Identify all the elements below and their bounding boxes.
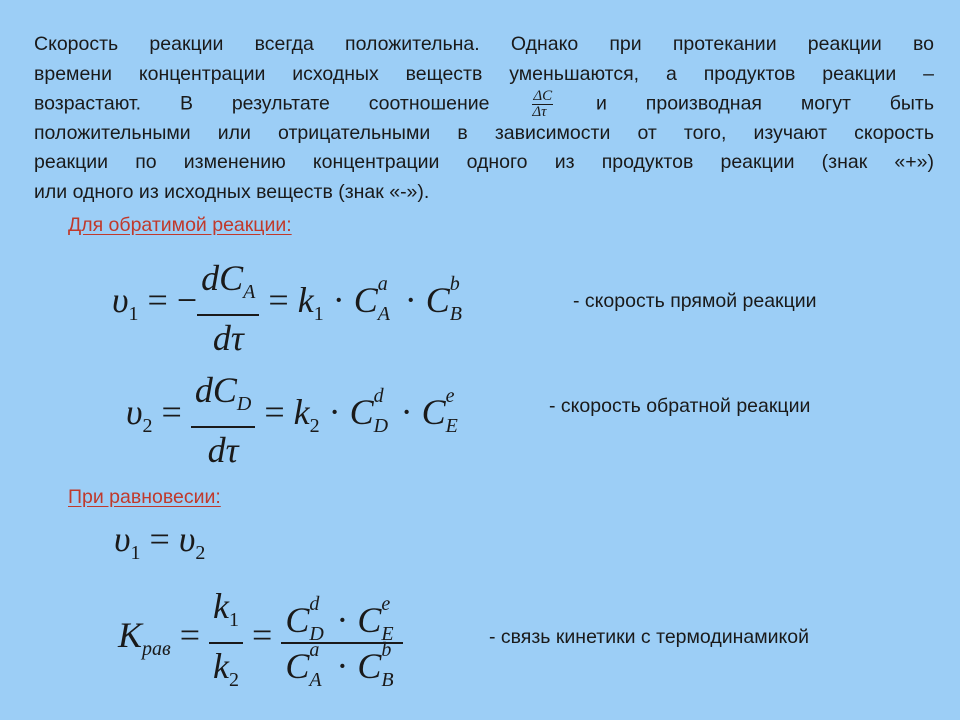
paragraph-line-3-start: возрастают. В результате соотношение [34, 92, 490, 115]
desc-forward-rate: - скорость прямой реакции [573, 290, 817, 312]
heading-equilibrium: При равновесии: [68, 486, 221, 508]
paragraph-line-6: или одного из исходных веществ (знак «-»). [34, 180, 430, 203]
paragraph-line-2: времени концентрации исходных веществ уменьшаются, а продуктов реакции – [34, 62, 934, 85]
delta-ratio-denominator: Δτ [532, 104, 547, 120]
paragraph-line-1: Скорость реакции всегда положительна. Однако при протекании реакции во [34, 33, 934, 55]
paragraph-line-3 [34, 89, 934, 119]
reverse-rate-fraction: $\frac{dC_D}{d\tau}$ [191, 368, 255, 472]
equation-equilibrium: $\upsilon_1 = \upsilon_2$ [114, 519, 206, 565]
forward-rate-fraction: $\frac{dC_A}{d\tau}$ [197, 256, 259, 360]
equation-equilibrium-constant: $K_{рав}$ = $\frac{k_1}{k_2}$ = C d D · C e E C a A · C b B [118, 584, 403, 702]
desc-kinetics-thermodynamics: - связь кинетики с термодинамикой [489, 626, 809, 648]
k-ratio-fraction: $\frac{k_1}{k_2}$ [209, 584, 243, 702]
equation-reverse-rate: $\upsilon_2$ = $\frac{dC_D}{d\tau}$ = $k_2 \cdot C$ d D · C e E [126, 370, 458, 471]
delta-ratio-fraction [532, 89, 553, 120]
paragraph-line-5: реакции по изменению концентрации одного из продуктов реакции (знак «+») [34, 151, 934, 173]
concentration-ratio-fraction: C d D · C e E C a A · C b B [281, 598, 403, 688]
equation-forward-rate: $\upsilon_1$ = − $\frac{dC_A}{d\tau}$ = $k_1 \cdot C$ a A · C b B [112, 258, 462, 359]
intro-paragraph [34, 30, 934, 207]
desc-reverse-rate: - скорость обратной реакции [549, 395, 811, 417]
paragraph-line-3-end: и производная могут быть [596, 92, 935, 115]
delta-ratio-numerator: ΔC [533, 88, 553, 104]
heading-reversible-reaction: Для обратимой реакции: [68, 214, 292, 236]
paragraph-line-4: положительными или отрицательными в зависимости от того, изучают скорость [34, 121, 934, 144]
